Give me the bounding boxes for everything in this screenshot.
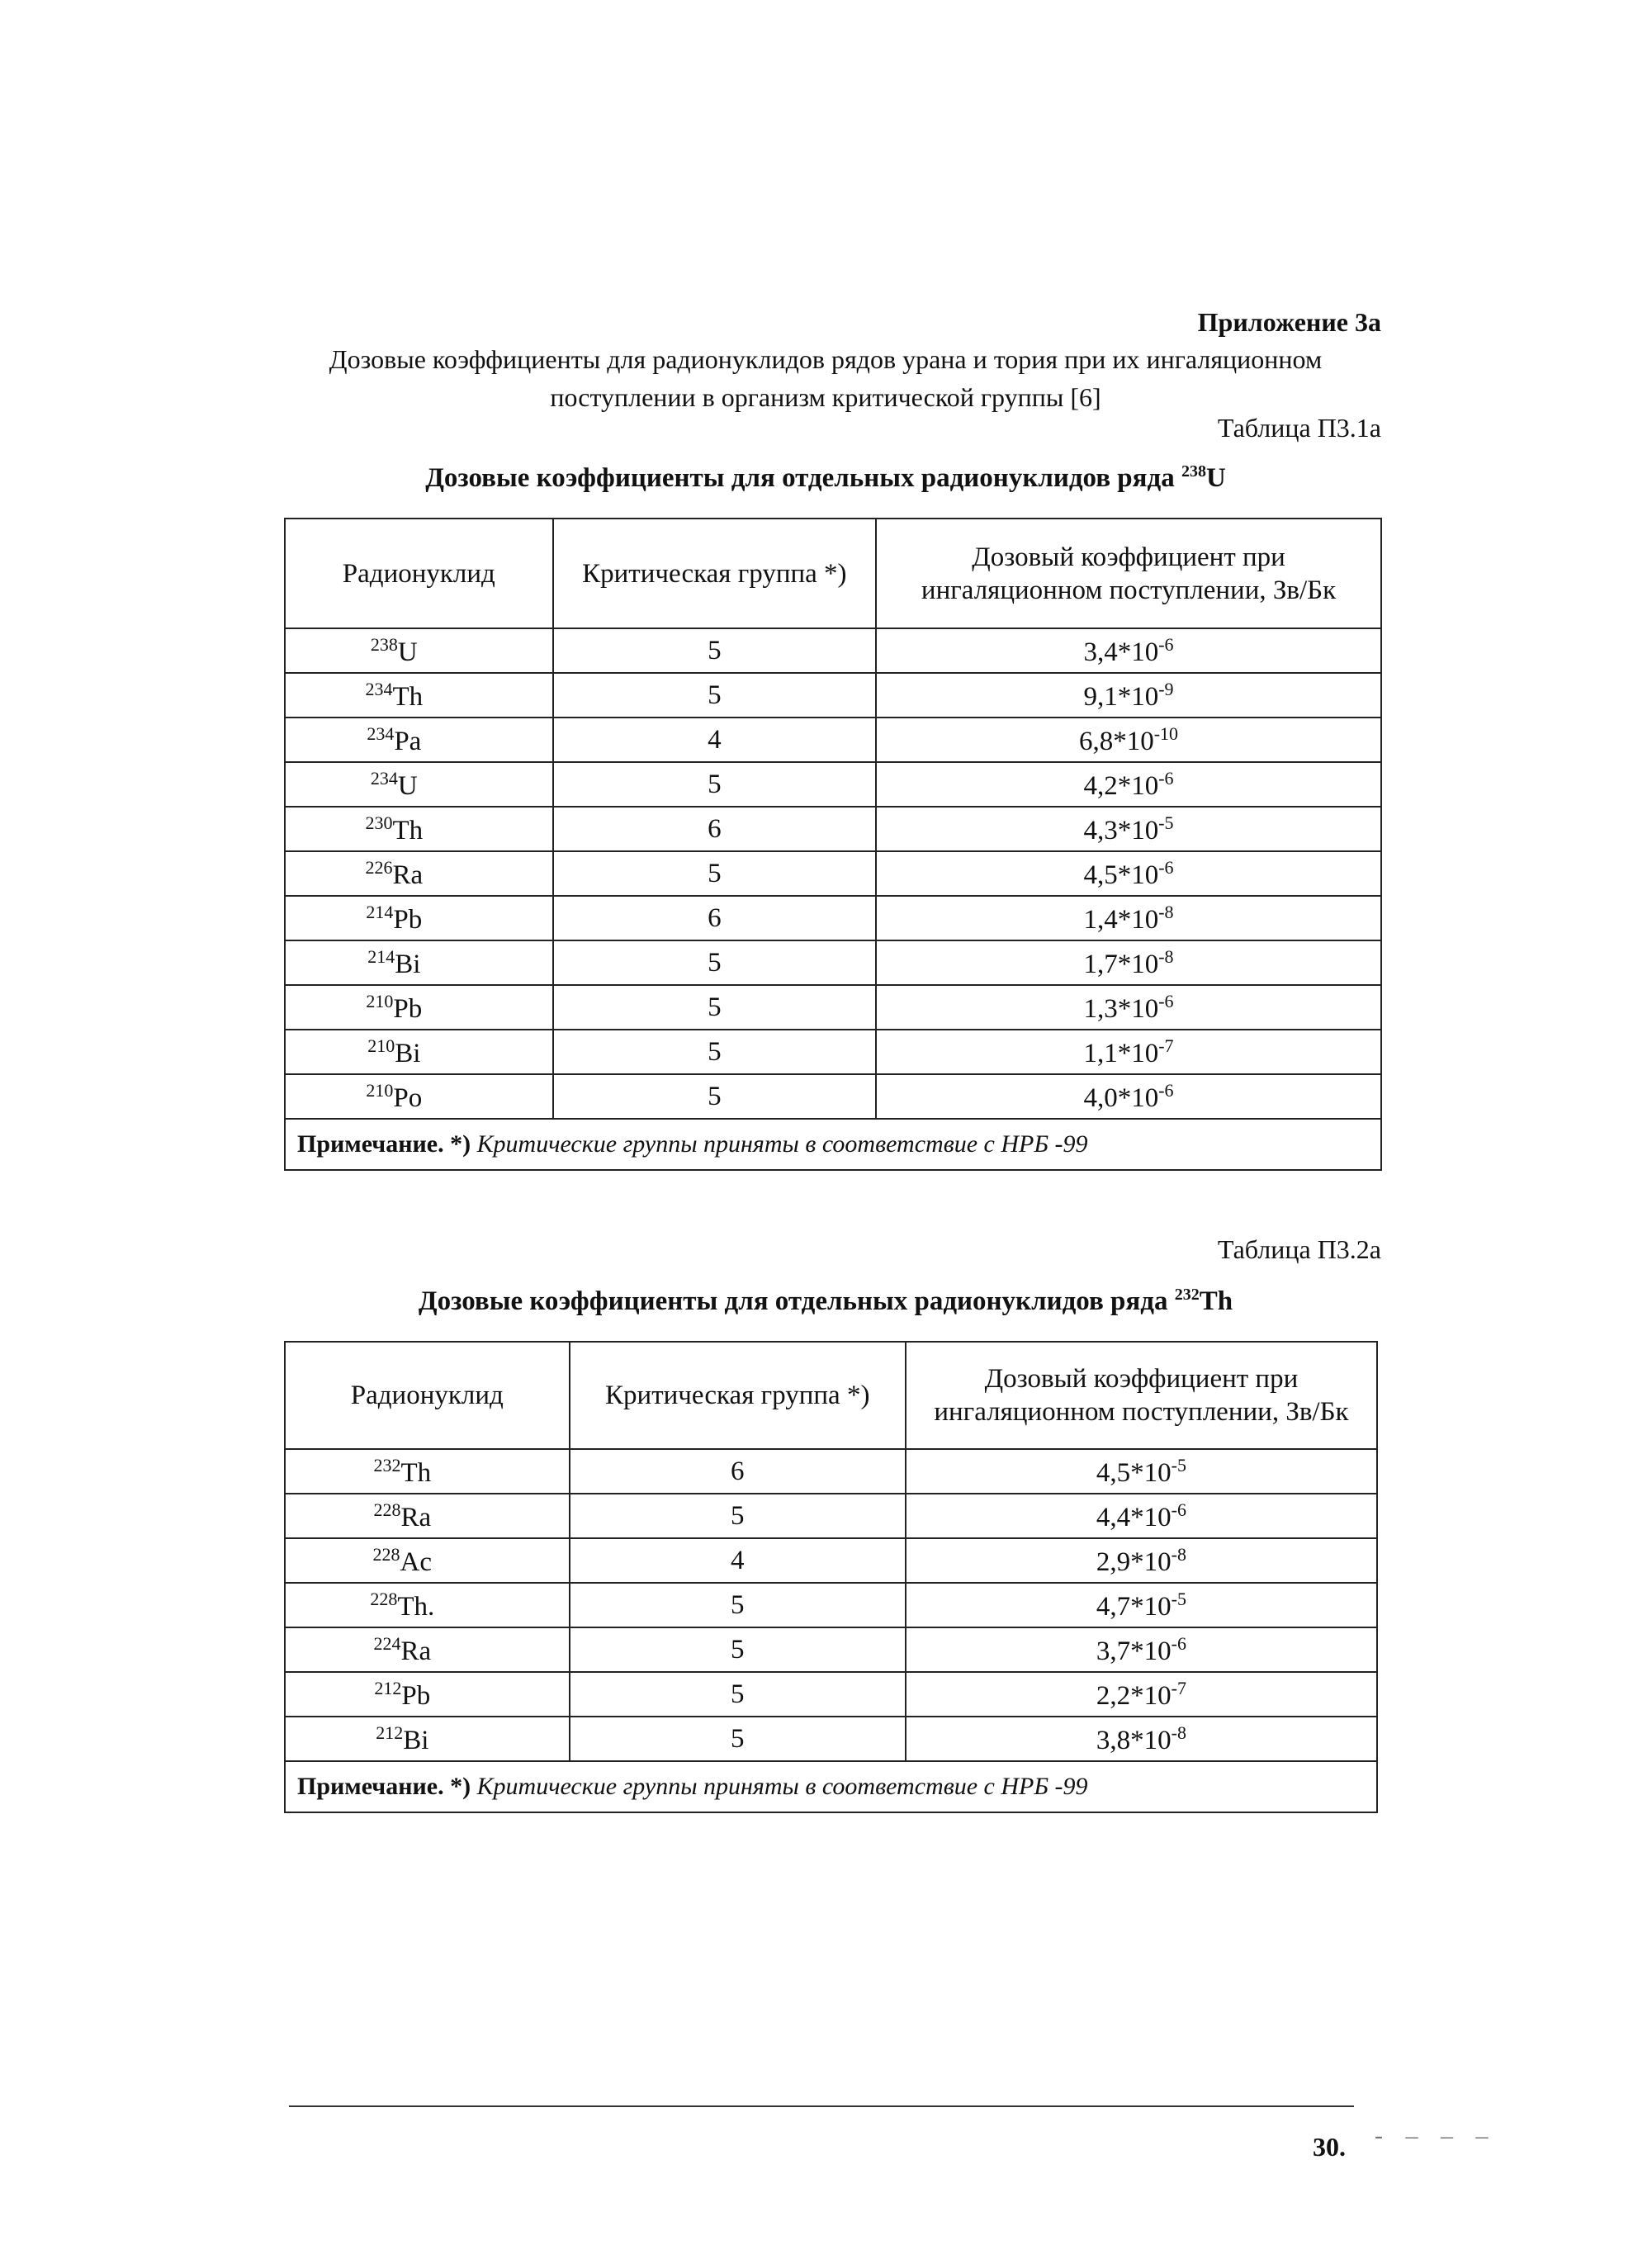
- critical-group-cell: 5: [553, 940, 876, 985]
- element-symbol: Bi: [395, 949, 421, 979]
- table-title-mass: 238: [1181, 462, 1206, 481]
- footer-rule: [289, 2105, 1354, 2107]
- critical-group-cell: 5: [570, 1583, 906, 1627]
- element-symbol: U: [397, 637, 418, 667]
- table-row: [285, 1074, 1381, 1119]
- coefficient-mantissa: 6,8*10: [1078, 726, 1154, 756]
- critical-group-cell: 5: [570, 1627, 906, 1672]
- nuclide-cell: [285, 1030, 553, 1074]
- element-symbol: Po: [393, 1082, 423, 1113]
- coefficient-exponent: -5: [1171, 1588, 1186, 1609]
- table-row: [285, 1717, 1377, 1761]
- coefficient-mantissa: 2,2*10: [1096, 1680, 1172, 1711]
- critical-group-cell: 6: [553, 807, 876, 851]
- mass-number: 228: [373, 1499, 401, 1520]
- coefficient-exponent: -6: [1171, 1499, 1186, 1520]
- element-symbol: Ra: [400, 1502, 432, 1532]
- critical-group-cell: 5: [553, 673, 876, 718]
- mass-number: 234: [367, 722, 395, 744]
- dose-table: [284, 518, 1382, 1171]
- table-row: [285, 762, 1381, 807]
- mass-number: 234: [370, 767, 398, 789]
- table-title-mass: 232: [1174, 1286, 1200, 1304]
- table-title-element: U: [1205, 463, 1226, 493]
- coefficient-exponent: -6: [1158, 990, 1174, 1011]
- mass-number: 238: [370, 633, 398, 655]
- table-row: [285, 940, 1381, 985]
- dose-coefficient-cell: [876, 940, 1381, 985]
- coefficient-mantissa: 4,0*10: [1083, 1082, 1159, 1113]
- critical-group-cell: 5: [570, 1672, 906, 1717]
- element-symbol: Ra: [400, 1636, 432, 1666]
- note-text: Критические группы приняты в соответствие с НРБ -99: [476, 1773, 1088, 1800]
- element-symbol: Pa: [394, 726, 422, 756]
- header-critical-group: Критическая группа *): [570, 1342, 906, 1449]
- coefficient-mantissa: 3,8*10: [1096, 1725, 1172, 1755]
- mass-number: 212: [376, 1722, 404, 1743]
- dose-coefficient-cell: [906, 1494, 1377, 1538]
- table-row: [285, 628, 1381, 673]
- nuclide-cell: [285, 985, 553, 1030]
- mass-number: 210: [366, 1079, 394, 1101]
- mass-number: 228: [372, 1543, 400, 1565]
- critical-group-cell: 6: [553, 896, 876, 940]
- mass-number: 226: [365, 856, 393, 878]
- coefficient-exponent: -6: [1158, 633, 1174, 655]
- element-symbol: Th: [392, 815, 424, 845]
- critical-group-cell: 4: [570, 1538, 906, 1583]
- nuclide-cell: [285, 1494, 570, 1538]
- dose-coefficient-cell: [906, 1449, 1377, 1494]
- coefficient-exponent: -8: [1158, 901, 1174, 922]
- dose-coefficient-cell: [876, 1074, 1381, 1119]
- critical-group-cell: 5: [570, 1717, 906, 1761]
- coefficient-mantissa: 2,9*10: [1096, 1546, 1172, 1577]
- nuclide-cell: [285, 807, 553, 851]
- document-subtitle: [248, 340, 1403, 416]
- dose-coefficient-cell: [906, 1538, 1377, 1583]
- coefficient-exponent: -6: [1158, 767, 1174, 789]
- coefficient-mantissa: 4,5*10: [1096, 1457, 1172, 1488]
- coefficient-exponent: -5: [1171, 1454, 1186, 1475]
- header-coef-line-2: ингаляционном поступлении, Зв/Бк: [921, 575, 1337, 605]
- header-critical-group: Критическая группа *): [553, 519, 876, 628]
- element-symbol: Ra: [392, 860, 424, 890]
- mass-number: 214: [366, 901, 394, 922]
- coefficient-exponent: -9: [1158, 678, 1174, 699]
- dose-coefficient-cell: [876, 851, 1381, 896]
- mass-number: 234: [365, 678, 393, 699]
- appendix-title: Приложение 3а: [1197, 307, 1381, 337]
- coefficient-mantissa: 9,1*10: [1083, 681, 1159, 712]
- coefficient-exponent: -10: [1153, 722, 1179, 744]
- nuclide-cell: [285, 762, 553, 807]
- coefficient-mantissa: 4,3*10: [1083, 815, 1159, 845]
- table-title: [248, 1286, 1403, 1317]
- element-symbol: Th: [392, 681, 424, 712]
- coefficient-exponent: -6: [1158, 856, 1174, 878]
- table-row: [285, 673, 1381, 718]
- dose-coefficient-cell: [876, 628, 1381, 673]
- element-symbol: Pb: [393, 904, 423, 935]
- critical-group-cell: 6: [570, 1449, 906, 1494]
- table-title: [248, 462, 1403, 494]
- table-row: [285, 1538, 1377, 1583]
- nuclide-cell: [285, 1583, 570, 1627]
- element-symbol: U: [397, 770, 418, 801]
- critical-group-cell: 5: [553, 628, 876, 673]
- mass-number: 232: [373, 1454, 401, 1475]
- nuclide-cell: [285, 628, 553, 673]
- dose-coefficient-cell: [876, 896, 1381, 940]
- mass-number: 214: [367, 945, 395, 967]
- table-note: [285, 1761, 1377, 1812]
- nuclide-cell: [285, 1627, 570, 1672]
- element-symbol: Th.: [397, 1591, 435, 1622]
- header-nuclide: Радионуклид: [285, 1342, 570, 1449]
- mass-number: 210: [366, 990, 394, 1011]
- header-dose-coefficient: [906, 1342, 1377, 1449]
- coefficient-exponent: -6: [1171, 1632, 1186, 1654]
- table-row: [285, 896, 1381, 940]
- mass-number: 224: [373, 1632, 401, 1654]
- coefficient-exponent: -8: [1158, 945, 1174, 967]
- header-coef-line-1: Дозовый коэффициент при: [984, 1364, 1299, 1394]
- coefficient-mantissa: 1,3*10: [1083, 993, 1159, 1024]
- nuclide-cell: [285, 896, 553, 940]
- dose-coefficient-cell: [906, 1583, 1377, 1627]
- mass-number: 210: [367, 1035, 395, 1056]
- table-body: [285, 628, 1381, 1119]
- element-symbol: Pb: [393, 993, 423, 1024]
- dose-table: [284, 1341, 1378, 1813]
- coefficient-mantissa: 4,5*10: [1083, 860, 1159, 890]
- table-body: [285, 1449, 1377, 1761]
- header-dose-coefficient: [876, 519, 1381, 628]
- element-symbol: Bi: [395, 1038, 421, 1068]
- table-row: [285, 807, 1381, 851]
- coefficient-mantissa: 3,4*10: [1083, 637, 1159, 667]
- table-row: [285, 1672, 1377, 1717]
- nuclide-cell: [285, 673, 553, 718]
- table-title-text: Дозовые коэффициенты для отдельных радионуклидов ряда: [418, 1286, 1175, 1316]
- critical-group-cell: 5: [553, 762, 876, 807]
- note-label: Примечание. *): [297, 1130, 471, 1158]
- table-note: [285, 1119, 1381, 1170]
- critical-group-cell: 4: [553, 718, 876, 762]
- coefficient-mantissa: 1,7*10: [1083, 949, 1159, 979]
- dose-coefficient-cell: [876, 673, 1381, 718]
- table-row: [285, 1494, 1377, 1538]
- nuclide-cell: [285, 1449, 570, 1494]
- coefficient-mantissa: 1,1*10: [1083, 1038, 1159, 1068]
- mass-number: 228: [370, 1588, 398, 1609]
- nuclide-cell: [285, 1538, 570, 1583]
- table-title-element: Th: [1199, 1286, 1233, 1316]
- scan-artifact: - ‒ ‒ ‒: [1375, 2122, 1497, 2149]
- coefficient-mantissa: 1,4*10: [1083, 904, 1159, 935]
- dose-coefficient-cell: [876, 1030, 1381, 1074]
- coefficient-mantissa: 3,7*10: [1096, 1636, 1172, 1666]
- table-number: Таблица П3.1а: [1217, 413, 1381, 443]
- nuclide-cell: [285, 1074, 553, 1119]
- nuclide-cell: [285, 718, 553, 762]
- table-row: [285, 1449, 1377, 1494]
- header-coef-line-1: Дозовый коэффициент при: [972, 542, 1285, 572]
- table-row: [285, 851, 1381, 896]
- table-row: [285, 985, 1381, 1030]
- coefficient-mantissa: 4,2*10: [1083, 770, 1159, 801]
- coefficient-exponent: -5: [1158, 812, 1174, 833]
- note-text: Критические группы приняты в соответствие с НРБ -99: [476, 1130, 1088, 1158]
- header-coef-line-2: ингаляционном поступлении, Зв/Бк: [934, 1397, 1349, 1427]
- nuclide-cell: [285, 851, 553, 896]
- dose-coefficient-cell: [876, 807, 1381, 851]
- coefficient-exponent: -7: [1171, 1677, 1186, 1698]
- dose-coefficient-cell: [876, 762, 1381, 807]
- page-number: 30.: [1313, 2132, 1346, 2162]
- nuclide-cell: [285, 940, 553, 985]
- table-title-text: Дозовые коэффициенты для отдельных радионуклидов ряда: [425, 463, 1181, 493]
- coefficient-exponent: -8: [1171, 1722, 1186, 1743]
- critical-group-cell: 5: [553, 1030, 876, 1074]
- dose-coefficient-cell: [876, 985, 1381, 1030]
- coefficient-mantissa: 4,4*10: [1096, 1502, 1172, 1532]
- table-row: [285, 718, 1381, 762]
- critical-group-cell: 5: [553, 985, 876, 1030]
- subtitle-line-2: поступлении в организм критической группы [6]: [550, 382, 1101, 412]
- element-symbol: Bi: [403, 1725, 429, 1755]
- coefficient-exponent: -6: [1158, 1079, 1174, 1101]
- element-symbol: Ac: [400, 1546, 433, 1577]
- coefficient-mantissa: 4,7*10: [1096, 1591, 1172, 1622]
- coefficient-exponent: -8: [1171, 1543, 1186, 1565]
- table-row: [285, 1627, 1377, 1672]
- header-nuclide: Радионуклид: [285, 519, 553, 628]
- coefficient-exponent: -7: [1158, 1035, 1174, 1056]
- critical-group-cell: 5: [553, 1074, 876, 1119]
- dose-coefficient-cell: [906, 1717, 1377, 1761]
- mass-number: 230: [365, 812, 393, 833]
- table-row: [285, 1030, 1381, 1074]
- nuclide-cell: [285, 1717, 570, 1761]
- table-row: [285, 1583, 1377, 1627]
- dose-coefficient-cell: [876, 718, 1381, 762]
- critical-group-cell: 5: [570, 1494, 906, 1538]
- dose-coefficient-cell: [906, 1627, 1377, 1672]
- subtitle-line-1: Дозовые коэффициенты для радионуклидов рядов урана и тория при их ингаляционном: [329, 344, 1323, 374]
- critical-group-cell: 5: [553, 851, 876, 896]
- dose-coefficient-cell: [906, 1672, 1377, 1717]
- element-symbol: Pb: [401, 1680, 431, 1711]
- table-number: Таблица П3.2а: [1217, 1234, 1381, 1264]
- note-label: Примечание. *): [297, 1773, 471, 1800]
- mass-number: 212: [374, 1677, 402, 1698]
- element-symbol: Th: [400, 1457, 432, 1488]
- nuclide-cell: [285, 1672, 570, 1717]
